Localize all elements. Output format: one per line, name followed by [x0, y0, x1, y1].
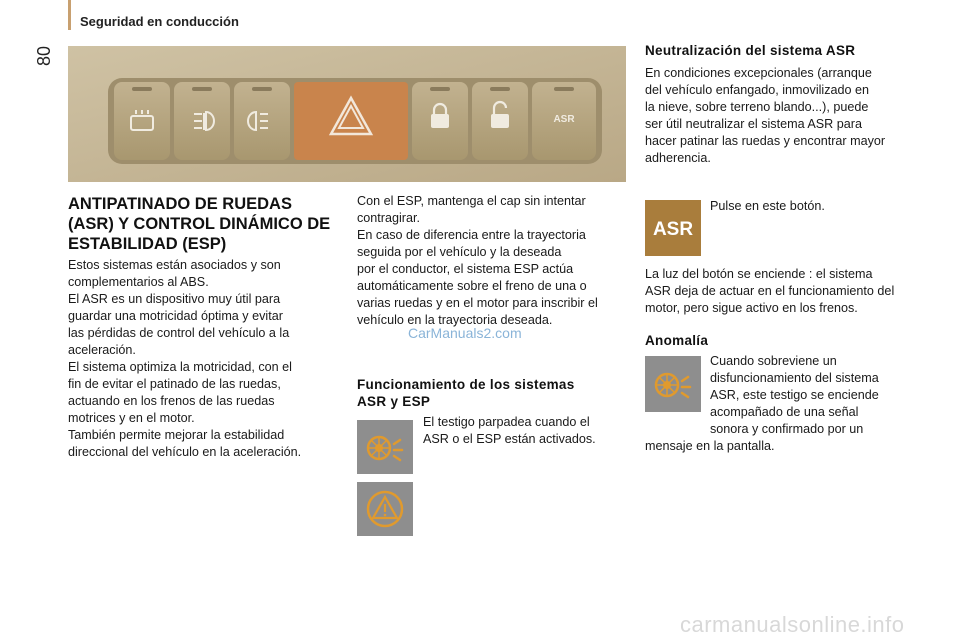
anomaly-paragraph: Cuando sobreviene un disfuncionamiento del sistema ASR, este testigo se enciende acompañado de una señal sonora y confirmado por un — [710, 354, 879, 436]
warning-lamp-text: El testigo parpadea cuando el ASR o el ESP están activados. — [423, 415, 596, 446]
neutralization-paragraph: En condiciones excepcionales (arranque del vehículo enfangado, inmovilizado en la nieve, sobre terreno blando...), puede ser útil neutralizar el sistema ASR para hacer patinar las ruedas y encontrar mayor adherencia. — [645, 66, 886, 165]
dashboard-button-panel — [68, 46, 626, 182]
lock-button — [412, 82, 468, 160]
asr-fault-icon — [645, 356, 701, 412]
press-button-text: Pulse en este botón. — [710, 199, 825, 213]
header-accent-bar — [68, 0, 71, 30]
main-title: ANTIPATINADO DE RUEDAS (ASR) Y CONTROL DINÁMICO DE ESTABILIDAD (ESP) — [68, 195, 331, 253]
general-warning-icon — [357, 482, 413, 536]
asr-button-tile — [645, 200, 701, 256]
intro-paragraph: Estos sistemas están asociados y son complementarios al ABS. El ASR es un dispositivo muy útil para guardar una motricidad óptima y evitar las pérdidas de control del vehículo a la aceleración. El sistema optimiza la motricidad, con el fin de evitar el patinado de las ruedas, actuando en los frenos de las ruedas motrices y en el motor. También permite mejorar la estabilidad direccional del vehículo en la aceleración. — [68, 258, 302, 459]
esp-paragraph: Con el ESP, mantenga el cap sin intentar contragirar. En caso de diferencia entre la trayectoria seguida por el vehículo y la deseada por el conductor, el sistema ESP actúa automáticamente sobre el freno de una o varias ruedas y en el motor para inscribir el vehículo en la trayectoria deseada. — [357, 194, 598, 327]
anomaly-title: Anomalía — [645, 333, 709, 348]
site-watermark: carmanualsonline.info — [680, 612, 905, 637]
anomaly-lamp-tile — [645, 356, 701, 412]
asr-neutralization-title: Neutralización del sistema ASR — [645, 43, 856, 58]
anomaly-tail-text: mensaje en la pantalla. — [645, 439, 775, 453]
hazard-warning-button — [294, 82, 408, 160]
carmanuals-watermark[interactable]: CarManuals2.com — [408, 325, 522, 341]
asr-panel-button — [532, 82, 596, 160]
section-title: Seguridad en conducción — [80, 14, 239, 29]
led-paragraph: La luz del botón se enciende : el sistema ASR deja de actuar en el funcionamiento del motor, pero sigue activo en los frenos. — [645, 267, 895, 315]
operation-subtitle: Funcionamiento de los sistemas ASR y ESP — [357, 377, 575, 409]
asr-icon — [645, 200, 701, 256]
front-fog-button — [174, 82, 230, 160]
general-warning-lamp-tile — [357, 482, 413, 536]
asr-button-icon: ASR — [553, 114, 575, 125]
rear-fog-button — [234, 82, 290, 160]
panel-illustration — [68, 46, 626, 182]
esp-warning-lamp-tile — [357, 420, 413, 474]
unlock-button — [472, 82, 528, 160]
page-number: 80 — [34, 45, 54, 66]
rear-defrost-button — [114, 82, 170, 160]
svg-text:ASR: ASR — [652, 219, 694, 240]
esp-asr-warning-icon — [357, 420, 413, 474]
